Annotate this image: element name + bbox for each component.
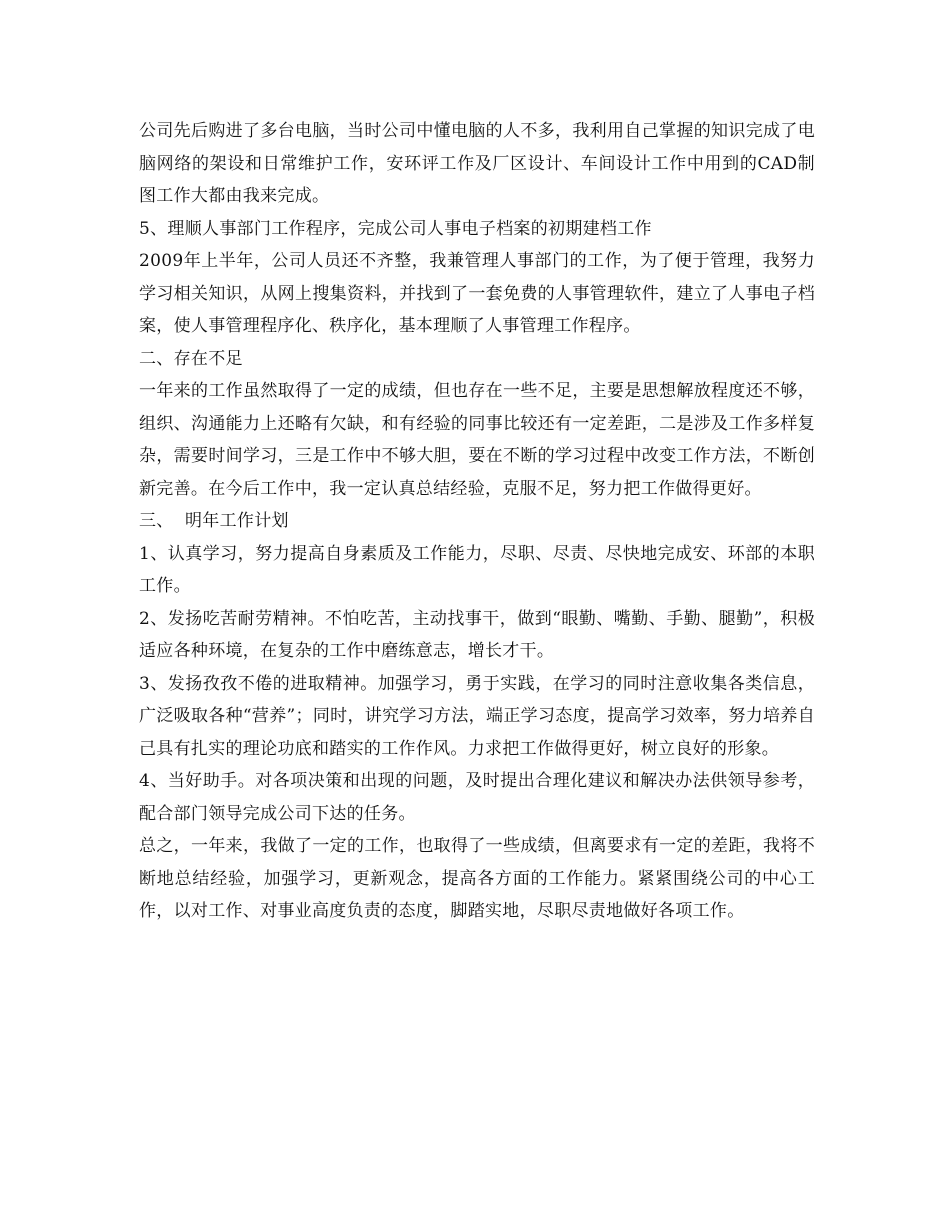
document-body bbox=[139, 115, 815, 928]
paragraph-shortcomings: 一年来的工作虽然取得了一定的成绩，但也存在一些不足，主要是思想解放程度还不够，组织、沟通能力上还略有欠缺，和有经验的同事比较还有一定差距，二是涉及工作多样复杂，需要时间学习，三是工作中不够大胆，要在不断的学习过程中改变工作方法，不断创新完善。在今后工作中，我一定认真总结经验，克服不足，努力把工作做得更好。 bbox=[139, 381, 815, 499]
section-2-heading: 二、存在不足 bbox=[139, 348, 243, 369]
plan-item-2: 2、发扬吃苦耐劳精神。不怕吃苦，主动找事干，做到“眼勤、嘴勤、手勤、腿勤”，积极适应各种环境，在复杂的工作中磨练意志，增长才干。 bbox=[139, 608, 815, 661]
item-5-heading: 5、理顺人事部门工作程序，完成公司人事电子档案的初期建档工作 bbox=[139, 218, 652, 239]
paragraph-conclusion: 总之，一年来，我做了一定的工作，也取得了一些成绩，但离要求有一定的差距，我将不断地总结经验，加强学习，更新观念，提高各方面的工作能力。紧紧围绕公司的中心工作，以对工作、对事业高度负责的态度，脚踏实地，尽职尽责地做好各项工作。 bbox=[139, 836, 815, 921]
plan-item-4: 4、当好助手。对各项决策和出现的问题，及时提出合理化建议和解决办法供领导参考，配合部门领导完成公司下达的任务。 bbox=[139, 771, 815, 824]
plan-item-1: 1、认真学习，努力提高自身素质及工作能力，尽职、尽责、尽快地完成安、环部的本职工作。 bbox=[139, 543, 815, 596]
section-3-heading: 三、 明年工作计划 bbox=[139, 511, 289, 531]
paragraph-hr-archive: 2009年上半年，公司人员还不齐整，我兼管理人事部门的工作，为了便于管理，我努力学习相关知识，从网上搜集资料，并找到了一套免费的人事管理软件，建立了人事电子档案，使人事管理程序化、秩序化，基本理顺了人事管理工作程序。 bbox=[139, 251, 815, 336]
plan-item-3: 3、发扬孜孜不倦的进取精神。加强学习，勇于实践，在学习的同时注意收集各类信息，广泛吸取各种“营养”；同时，讲究学习方法，端正学习态度，提高学习效率，努力培养自己具有扎实的理论功底和踏实的工作作风。力求把工作做得更好，树立良好的形象。 bbox=[139, 673, 815, 759]
paragraph-computer-network: 公司先后购进了多台电脑，当时公司中懂电脑的人不多，我利用自己掌握的知识完成了电脑网络的架设和日常维护工作，安环评工作及厂区设计、车间设计工作中用到的CAD制图工作大都由我来完成。 bbox=[139, 121, 815, 206]
